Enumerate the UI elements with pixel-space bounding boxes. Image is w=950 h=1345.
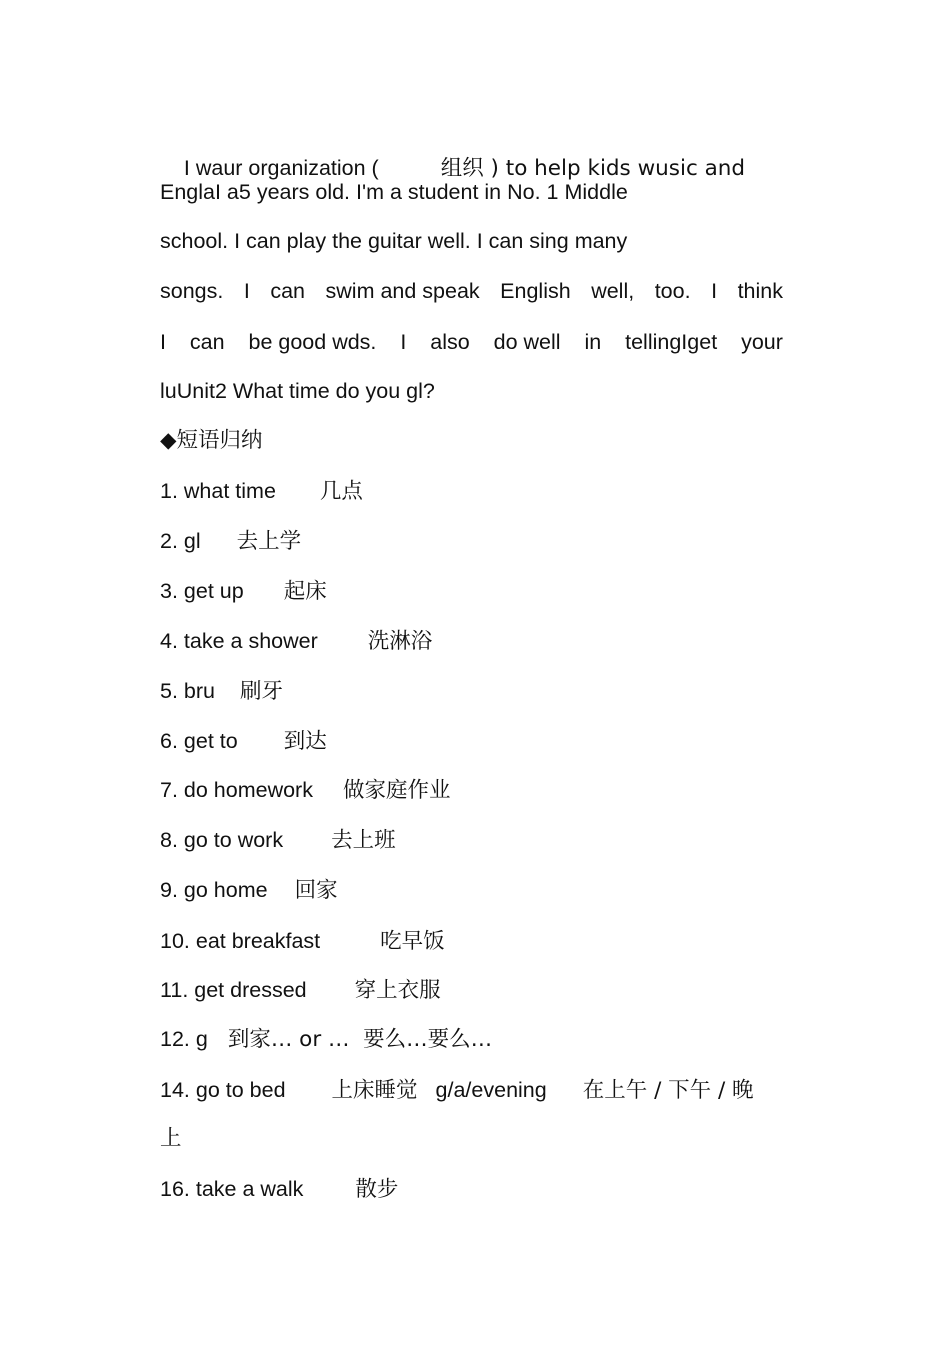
- phrase-item: 9. go home 回家: [160, 878, 338, 903]
- phrase-item-continuation: 上: [160, 1126, 182, 1151]
- phrase-item: 3. get up 起床: [160, 579, 327, 604]
- phrase-item: 2. gl 去上学: [160, 529, 302, 554]
- paragraph-line-4: songs. I can swim and speak English well, too. I think: [160, 279, 783, 303]
- paragraph-line-5: I can be good wds. I also do well in tellingIget your: [160, 330, 783, 354]
- phrase-item: 5. bru 刷牙: [160, 679, 283, 704]
- phrase-item: 14. go to bed 上床睡觉 g/a/evening 在上午 / 下午 / 晚: [160, 1078, 754, 1103]
- phrase-item: 4. take a shower 洗淋浴: [160, 629, 433, 654]
- phrase-item: 10. eat breakfast 吃早饭: [160, 929, 445, 954]
- phrase-item: 12. g 到家… or … 要么…要么…: [160, 1027, 493, 1052]
- phrase-item: 11. get dressed 穿上衣服: [160, 978, 441, 1003]
- phrase-item: 6. get to 到达: [160, 729, 327, 754]
- paragraph-line-1: I waur organization ( 组织 ) to help kids wusic and: [183, 156, 746, 181]
- paragraph-line-2: EnglaI a5 years old. I'm a student in No. 1 Middle: [160, 180, 628, 204]
- phrase-item: 16. take a walk 散步: [160, 1177, 399, 1202]
- paragraph-line-3: school. I can play the guitar well. I can sing many: [160, 229, 628, 253]
- section-heading: ◆短语归纳: [160, 428, 263, 453]
- phrase-item: 7. do homework 做家庭作业: [160, 778, 451, 803]
- phrase-item: 1. what time 几点: [160, 479, 363, 504]
- phrase-item: 8. go to work 去上班: [160, 828, 396, 853]
- paragraph-line-6: luUnit2 What time do you gl?: [160, 379, 435, 403]
